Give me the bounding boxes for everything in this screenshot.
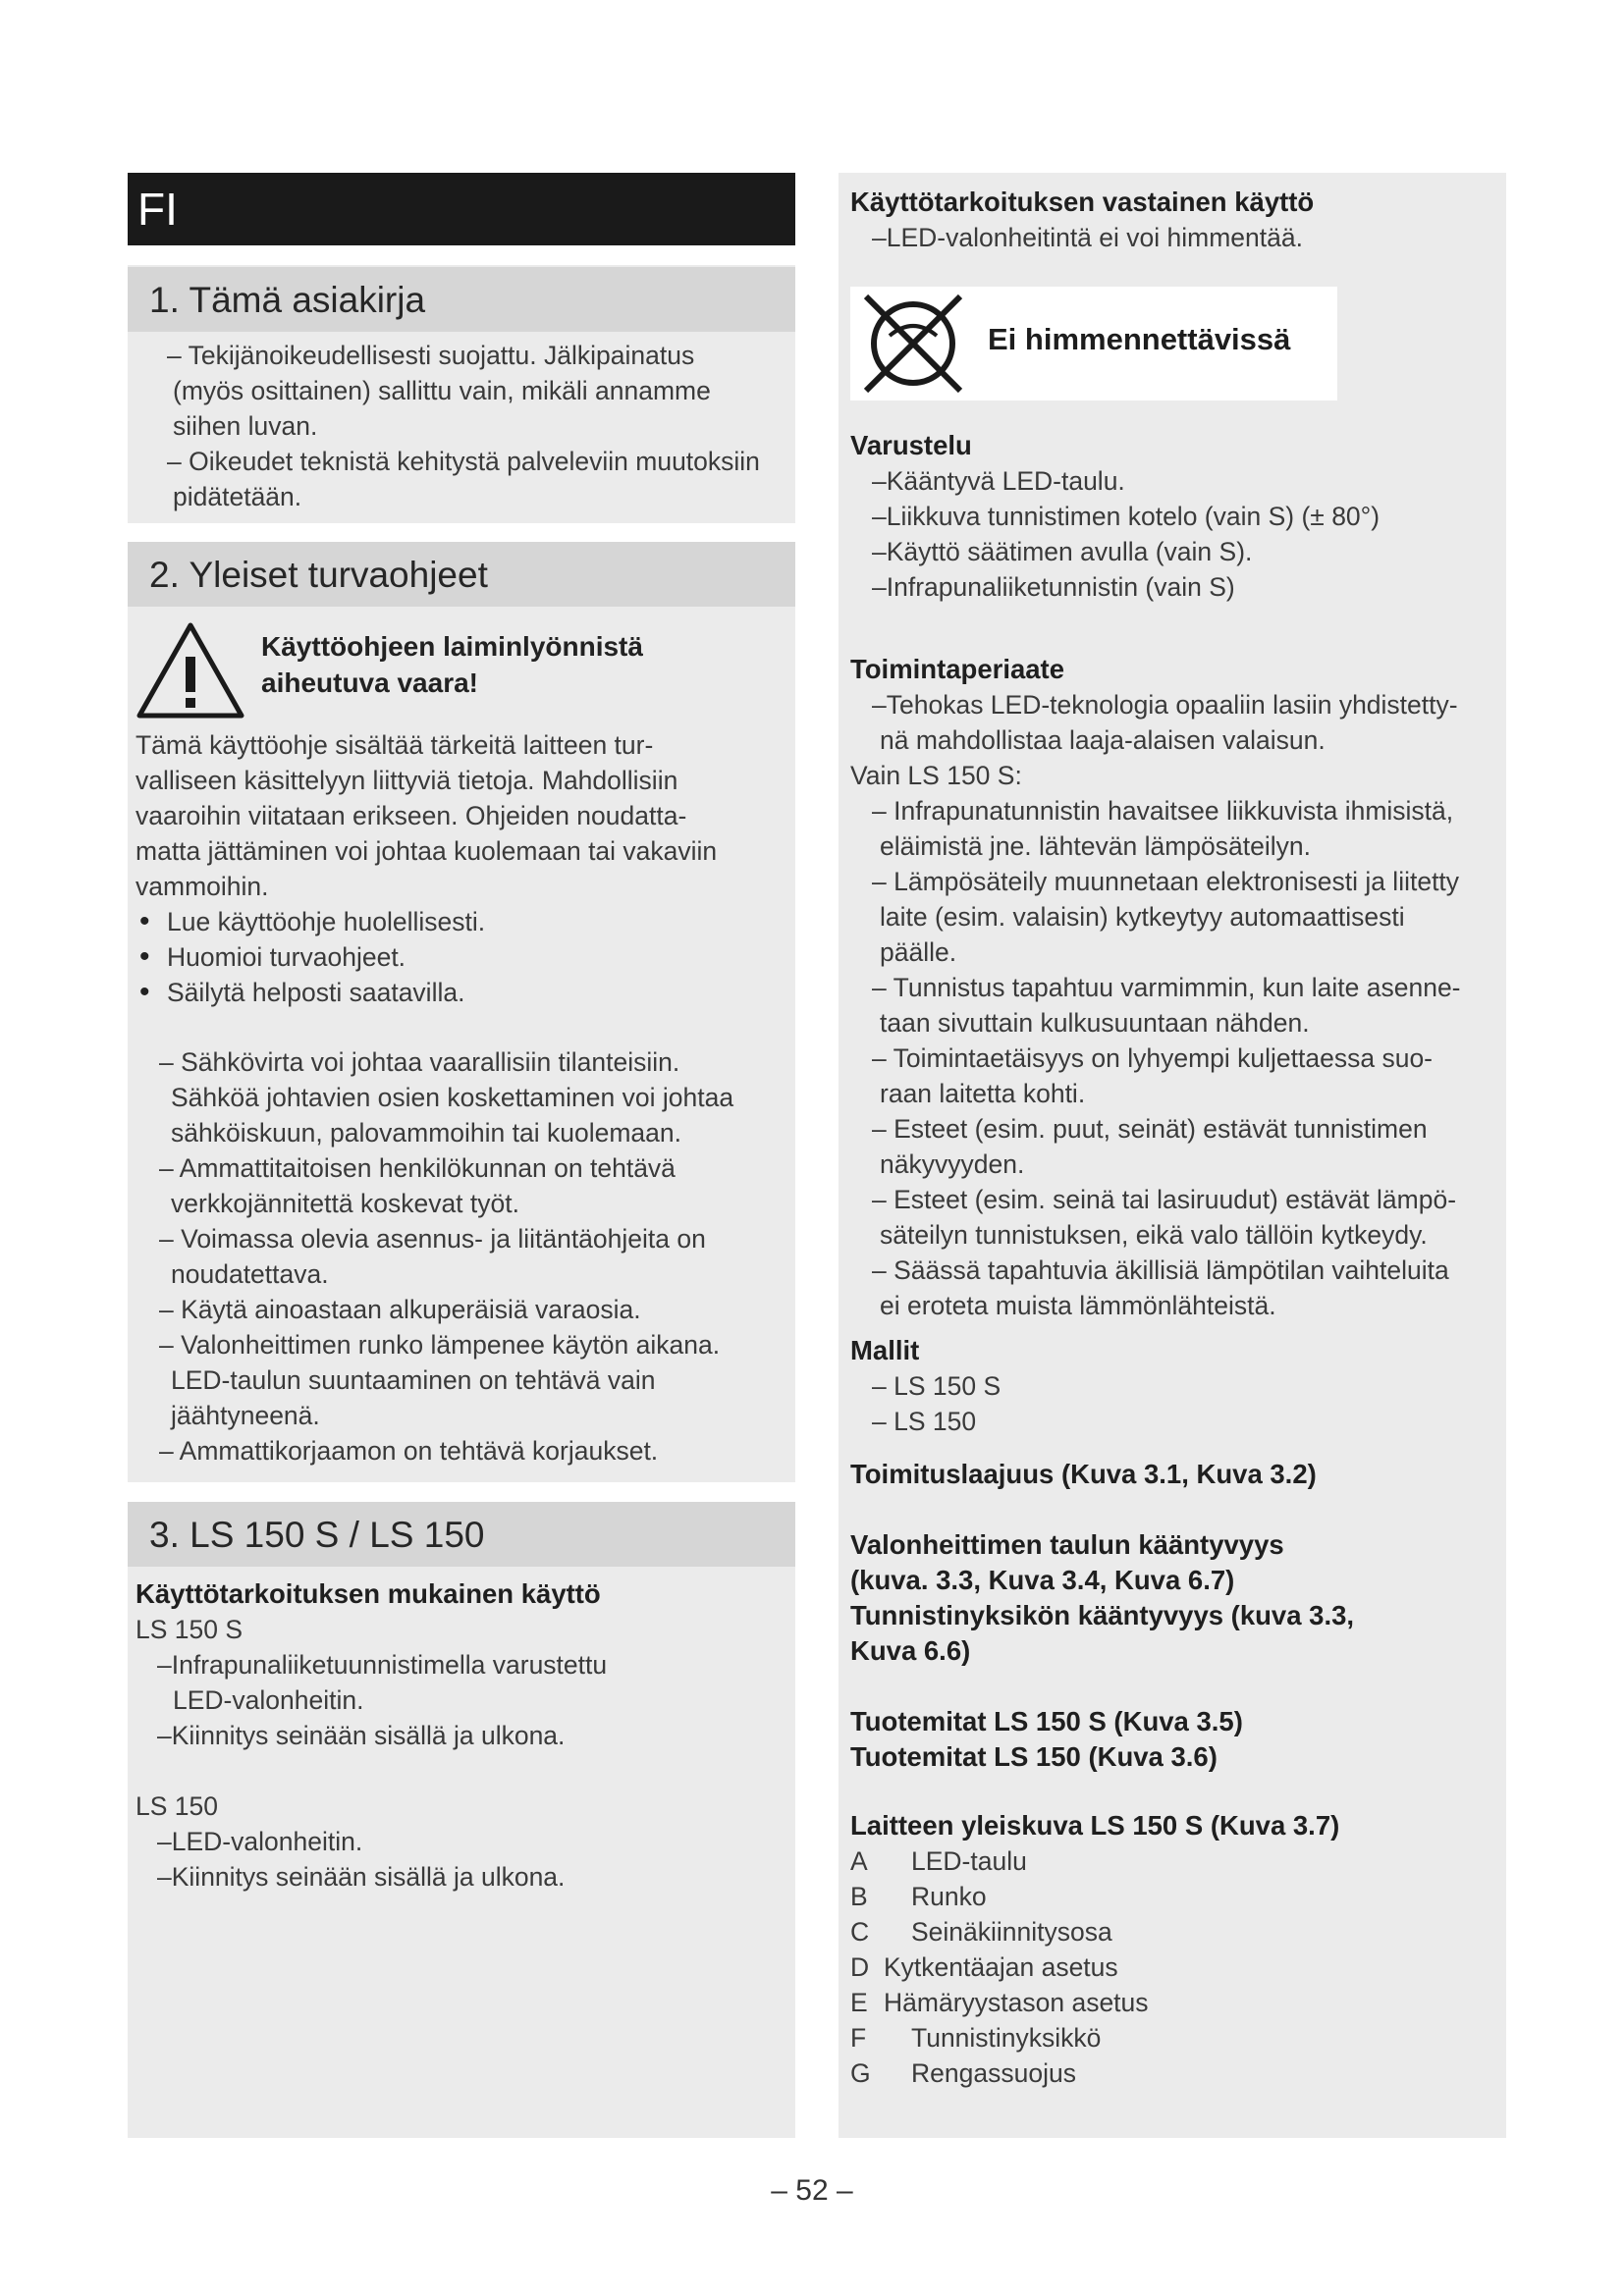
section-title-2: 2. Yleiset turvaohjeet bbox=[128, 542, 795, 607]
list-item: E Hämäryystason asetus bbox=[850, 1988, 1149, 2017]
dimensions-section: Tuotemitat LS 150 S (Kuva 3.5) Tuotemitat LS 150 (Kuva 3.6) bbox=[850, 1706, 1243, 1772]
not-dimmable-icon bbox=[860, 293, 966, 395]
list-item: B Runko bbox=[850, 1882, 987, 1911]
section-3-body: Käyttötarkoituksen mukainen käyttö LS 150 S –Infrapunaliiketuunnistimella varustettu LED-valonheitin. –Kiinnitys seinään sisällä ja ulkona. LS 150 –LED-valonheitin. –Kiinnitys seinään sisällä ja ulkona. bbox=[135, 1578, 608, 1892]
scope-section: Toimituslaajuus (Kuva 3.1, Kuva 3.2) bbox=[850, 1459, 1317, 1489]
divider bbox=[128, 245, 795, 265]
rotation-section: Valonheittimen taulun kääntyvyys (kuva. 3.3, Kuva 3.4, Kuva 6.7) Tunnistinyksikön kääntyvyys (kuva 3.3, Kuva 6.6) bbox=[850, 1529, 1355, 1666]
language-bar: FI bbox=[128, 173, 795, 245]
section-title-3: 3. LS 150 S / LS 150 bbox=[128, 1502, 795, 1567]
overview-section: Laitteen yleiskuva LS 150 S (Kuva 3.7) A LED-taulu B Runko C Seinäkiinnitysosa D Kytkentäajan asetus E Hämäryystason asetus F Tunnistinyksikkö G Rengassuojus bbox=[850, 1808, 1518, 2091]
misuse-section: Käyttötarkoituksen vastainen käyttö –LED-valonheitintä ei voi himmentää. bbox=[850, 187, 1315, 252]
principle-section: Toimintaperiaate –Tehokas LED-teknologia opaaliin lasiin yhdistetty- nä mahdollistaa laaja-alaisen valaisun. Vain LS 150 S: – Infrapunatunnistin havaitsee liikkuvista ihmisistä, eläimistä jne. lähtevän lämpösäteilyn. – Lämpösäteily muunnetaan elektronisesti ja liitetty laite (esim. valaisin) kytkeytyy automaattisesti päälle. – Tunnistus tapahtuu varmimmin, kun laite asenne- taan sivuttain kulkusuuntaan nähden. – Toimintaetäisyys on lyhyempi kuljettaessa suo- raan laitetta kohti. – Esteet (esim. puut, seinät) estävät tunnistimen näkyvyyden. – Esteet (esim. seinä tai lasiruudut) estävät lämpö- säteilyn tunnistuksen, eikä valo tällöin kytkeydy. – Säässä tapahtuvia äkillisiä lämpötilan vaihteluita ei eroteta muista lämmönlähteistä. bbox=[850, 654, 1461, 1320]
list-item: F Tunnistinyksikkö bbox=[850, 2023, 1102, 2053]
list-item: • Huomioi turvaohjeet. bbox=[135, 939, 793, 975]
section-2-intro: Tämä käyttöohje sisältää tärkeitä laitteen tur- valliseen käsittelyyn liittyviä tietoja. Mahdollisiin vaaroihin viitataan erikseen. Ohjeiden noudatta- matta jättäminen voi johtaa kuolemaan tai vakaviin vammoihin. • Lue käyttöohje huolellisesti. • Huomioi turvaohjeet. • Säilytä helposti saatavilla. bbox=[135, 727, 793, 1010]
list-item: C Seinäkiinnitysosa bbox=[850, 1917, 1112, 1947]
section-2-hazards: – Sähkövirta voi johtaa vaarallisiin tilanteisiin. Sähköä johtavien osien koskettaminen voi johtaa sähköiskuun, palovammoihin tai kuolemaan. – Ammattitaitoisen henkilökunnan on tehtävä verkkojännitettä koskevat työt. – Voimassa olevia asennus- ja liitäntäohjeita on noudatettava. – Käytä ainoastaan alkuperäisiä varaosia. – Valonheittimen runko lämpenee käytön aikana. LED-taulun suuntaaminen on tehtävä vain jäähtyneenä. – Ammattikorjaamon on tehtävä korjaukset. bbox=[159, 1047, 734, 1466]
list-item: A LED-taulu bbox=[850, 1846, 1027, 1876]
list-item: G Rengassuojus bbox=[850, 2058, 1076, 2088]
warning-text: Käyttöohjeen laiminlyönnistä aiheutuva vaara! bbox=[261, 631, 643, 698]
not-dimmable-label: Ei himmennettävissä bbox=[988, 322, 1291, 356]
list-item: • Lue käyttöohje huolellisesti. bbox=[135, 904, 793, 939]
section-1-body: – Tekijänoikeudellisesti suojattu. Jälkipainatus (myös osittainen) sallittu vain, mikäli annamme siihen luvan. – Oikeudet teknistä kehitystä palveleviin muutoksiin pidätetään. bbox=[167, 341, 760, 511]
list-item: D Kytkentäajan asetus bbox=[850, 1952, 1118, 1982]
section-title-1: 1. Tämä asiakirja bbox=[128, 267, 795, 332]
divider bbox=[128, 523, 795, 543]
not-dimmable-notice bbox=[850, 287, 1337, 400]
equipment-section: Varustelu –Kääntyvä LED-taulu. –Liikkuva tunnistimen kotelo (vain S) (± 80°) –Käyttö säätimen avulla (vain S). –Infrapunaliiketunnistin (vain S) bbox=[850, 430, 1380, 602]
divider bbox=[128, 1482, 795, 1502]
models-section: Mallit – LS 150 S – LS 150 bbox=[850, 1335, 1001, 1436]
list-item: • Säilytä helposti saatavilla. bbox=[135, 975, 793, 1010]
page-number: – 52 – bbox=[771, 2174, 853, 2207]
warning-triangle-icon bbox=[135, 621, 245, 724]
